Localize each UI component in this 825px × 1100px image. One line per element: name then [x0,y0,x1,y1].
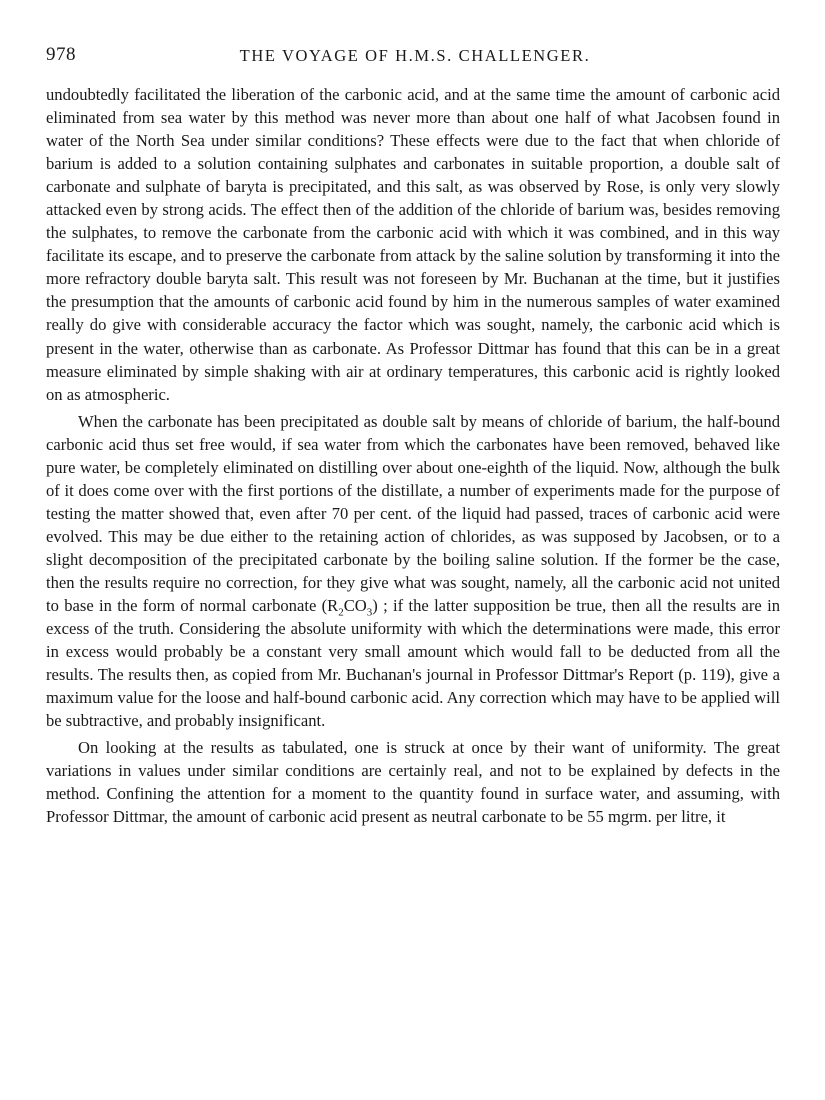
paragraph-3 [46,736,780,828]
page-header [46,44,784,70]
paragraph-text: When the carbonate has been precipitated as double salt by means of chloride of barium, the half-bound carbonic acid thus set free would, if sea water from which the carbonates have been removed, behaved like pure water, be completely eliminated on distilling over about one-eighth of the liquid. Now, although the bulk of it does come over with the first portions of the distillate, a number of experiments made for the purpose of testing the matter showed that, even after 70 per cent. of the liquid had passed, traces of carbonic acid were evolved. This may be due either to the retaining action of chlorides, as was supposed by Jacobsen, or to a slight decomposition of the precipitated carbonate by the boiling saline solution. If the former be the case, then the results require no correction, for they give what was sought, namely, all the carbonic acid not united to base in the form of normal carbonate [46,411,780,616]
chemical-formula: $(R_2CO_3)$ [321,596,378,619]
paragraph-1 [46,83,780,406]
page-number: 978 [46,44,76,65]
paragraph-2 [46,410,780,733]
running-title: THE VOYAGE OF H.M.S. CHALLENGER. [239,46,591,65]
paragraph-text: On looking at the results as tabulated, one is struck at once by their want of uniformity. The great variations in values under similar conditions are certainly real, and not to be explained by defects in the method. Confining the attention for a moment to the quantity found in surface water, and assuming, with Professor Dittmar, the amount of carbonic acid present as neutral carbonate to be 55 mgrm. per litre, it [46,738,780,827]
paragraph-text: undoubtedly facilitated the liberation of the carbonic acid, and at the same time the amount of carbonic acid eliminated from sea water by this method was never more than about one half of what Jacobsen found in water of the North Sea under similar conditions? These effects were due to the fact that when chloride of barium is added to a solution containing sulphates and carbonates in suitable proportion, a double salt of carbonate and sulphate of baryta is precipitated, and this salt, as was observed by Rose, is only very slowly attacked even by strong acids. The effect then of the addition of the chloride of barium was, besides removing the sulphates, to remove the carbonate from the carbonic acid with which it was combined, and in this way facilitate its escape, and to preserve the carbonate from attack by the saline solution by transforming it into the more refractory double baryta salt. This result was not foreseen by Mr. Buchanan at the time, but it justifies the presumption that the amounts of carbonic acid found by him in the numerous samples of water examined really do give with considerable accuracy the factor which was sought, namely, the carbonic acid which is present in the water, otherwise than as carbonate. As Professor Dittmar has found that this can be in a great measure eliminated by simple shaking with air at ordinary temperatures, this carbonic acid is rightly looked on as atmospheric. [46,85,780,404]
body-text [46,83,780,833]
paragraph-text: ; if the latter supposition be true, then all the results are in excess of the truth. Considering the absolute uniformity with which the determinations were made, this error in excess would probably be a constant very small amount which would fall to be deducted from all the results. The results then, as copied from Mr. Buchanan's journal in Professor Dittmar's Report (p. 119), give a maximum value for the loose and half-bound carbonic acid. Any correction which may have to be applied will be subtractive, and probably insignificant. [46,596,780,731]
